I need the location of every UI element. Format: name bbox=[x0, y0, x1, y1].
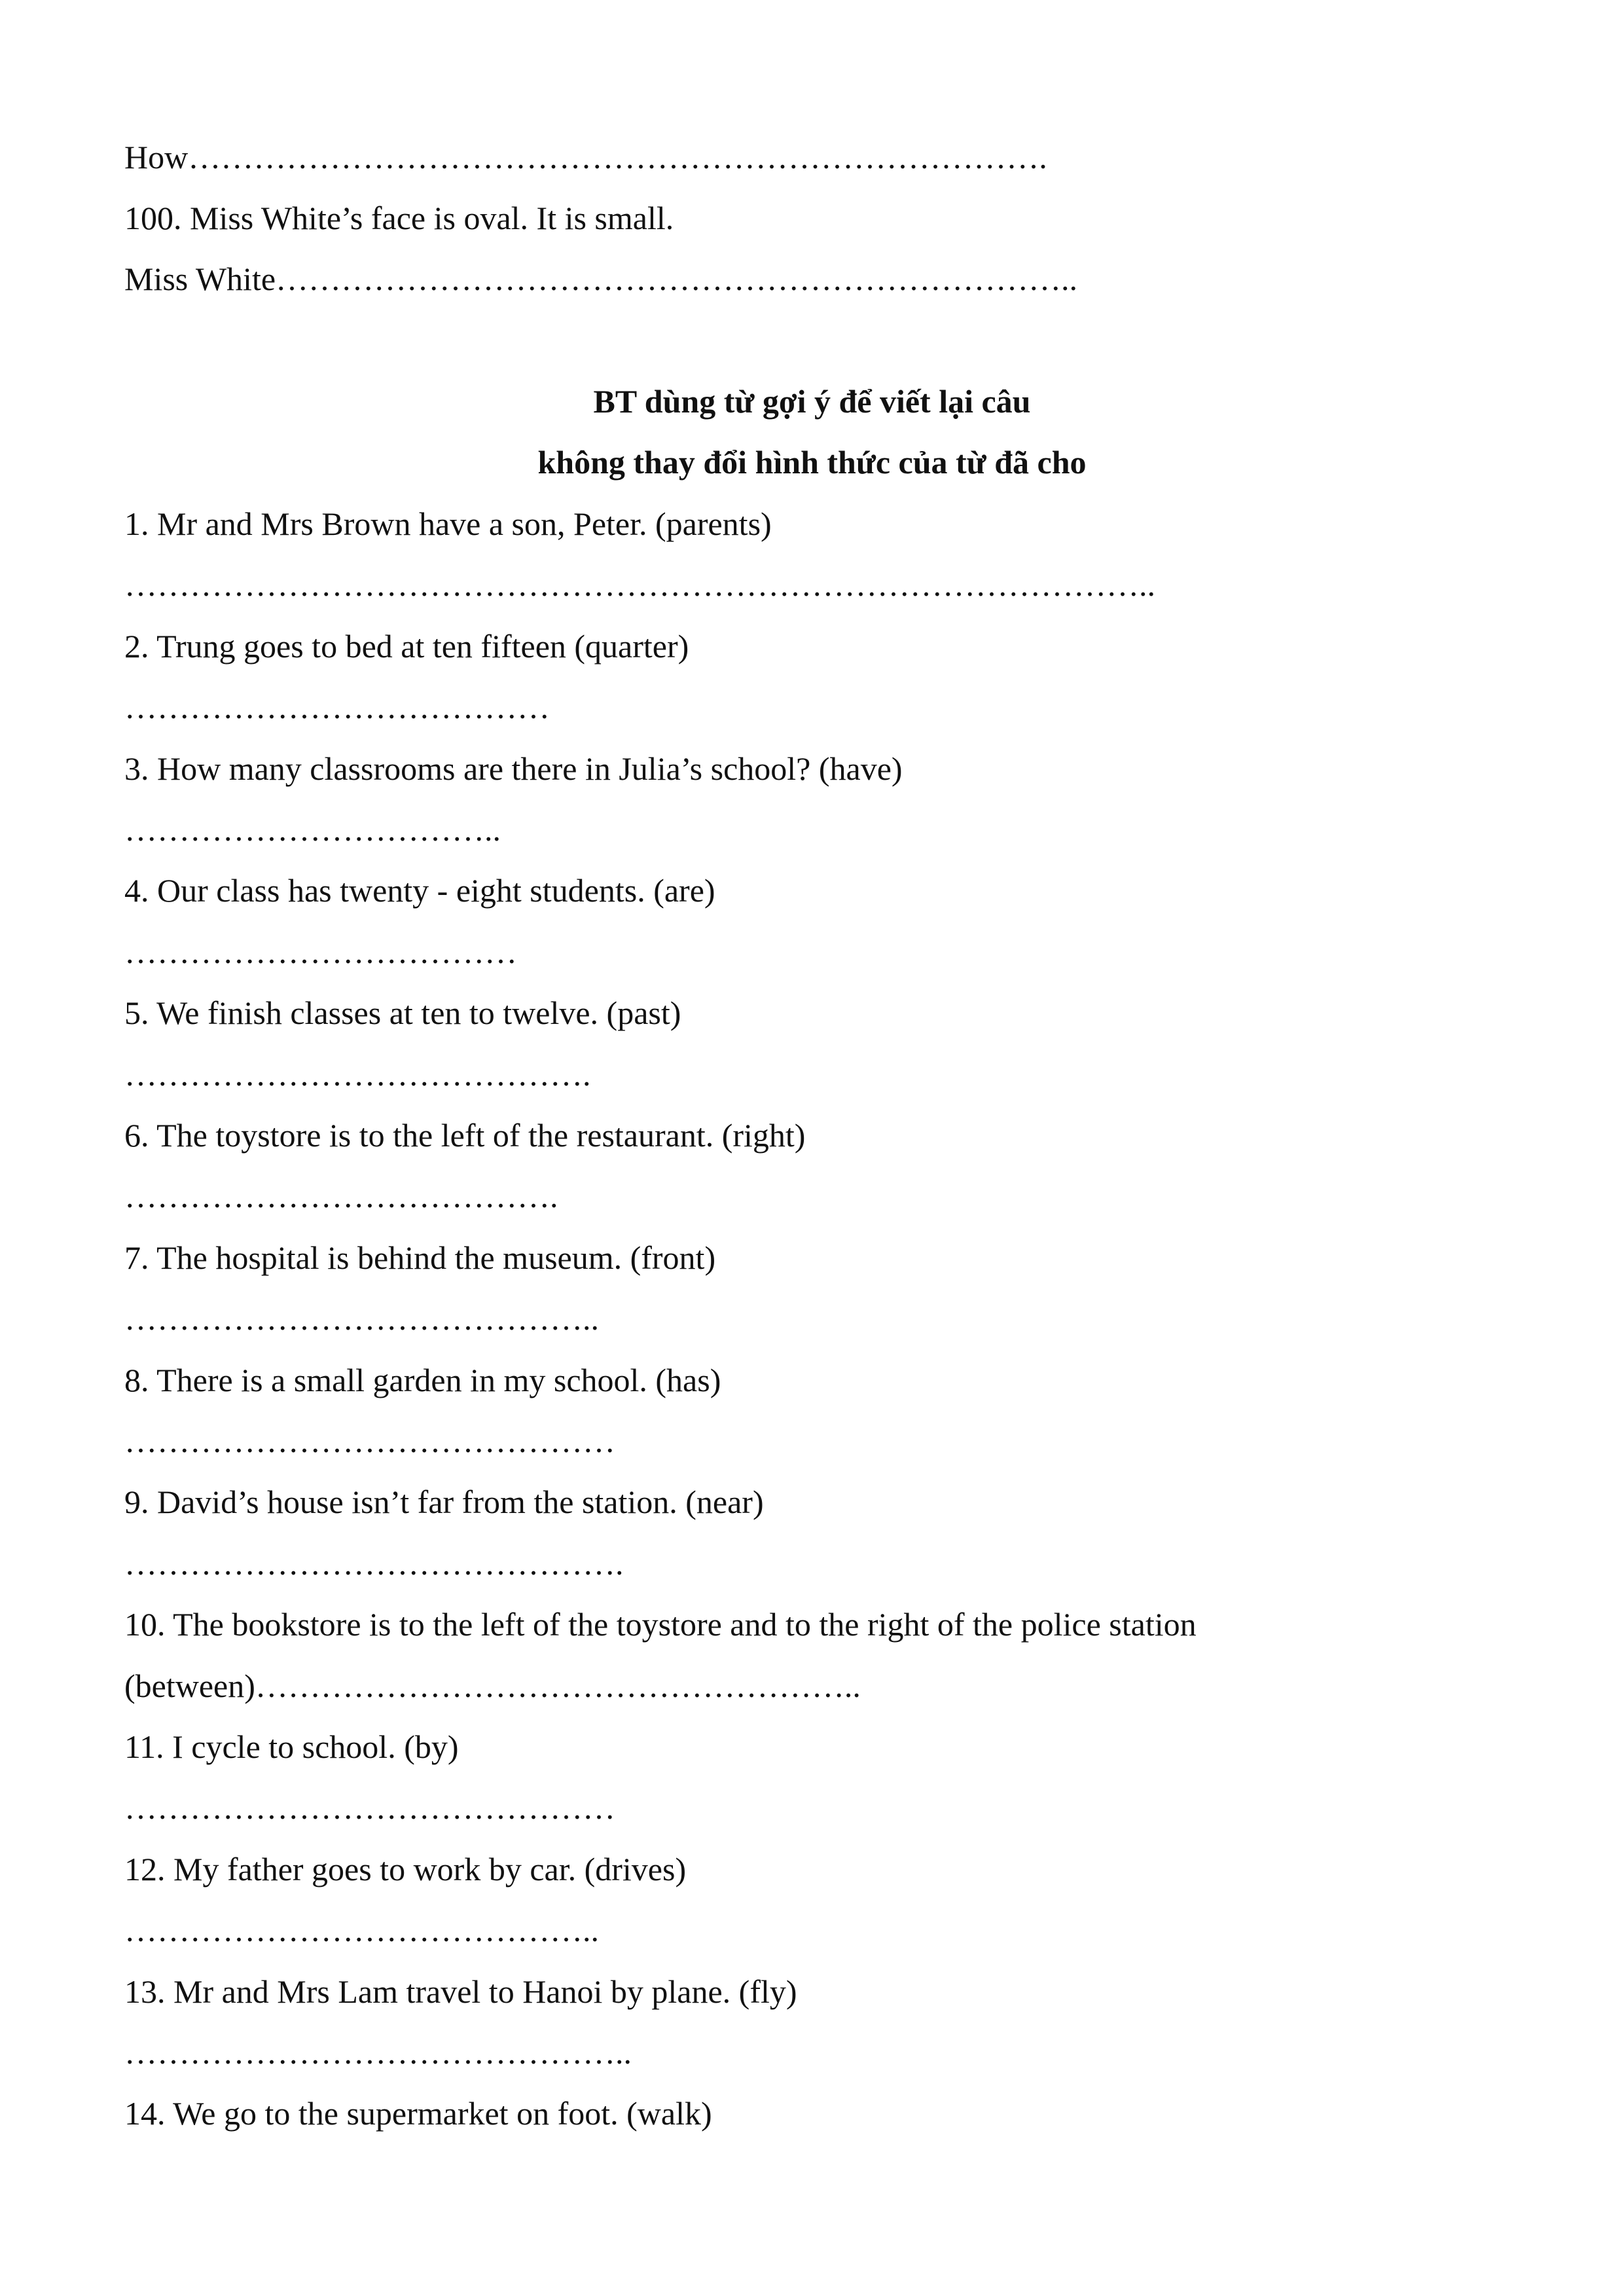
exercise-item-7-answer: …………………………………….. bbox=[124, 1300, 599, 1337]
exercise-item-8-prompt: 8. There is a small garden in my school. (has) bbox=[124, 1362, 721, 1398]
exercise-title-line-2: không thay đổi hình thức của từ đã cho bbox=[537, 444, 1087, 481]
exercise-item-3-answer: …………………………….. bbox=[124, 811, 501, 848]
q99-answer-line: How……………………………………………………………………. bbox=[124, 139, 1047, 175]
exercise-item-11-prompt: 11. I cycle to school. (by) bbox=[124, 1728, 459, 1765]
exercise-item-5-prompt: 5. We finish classes at ten to twelve. (past) bbox=[124, 994, 681, 1031]
exercise-item-10-answer: (between)……………………………………………….. bbox=[124, 1667, 861, 1704]
exercise-item-9-answer: ………………………………………. bbox=[124, 1545, 624, 1582]
exercise-item-7-prompt: 7. The hospital is behind the museum. (front) bbox=[124, 1239, 716, 1276]
exercise-item-12-answer: …………………………………….. bbox=[124, 1912, 599, 1948]
exercise-item-9-prompt: 9. David’s house isn’t far from the station. (near) bbox=[124, 1484, 764, 1520]
exercise-item-1-answer: ………………………………………………………………………………….. bbox=[124, 566, 1155, 603]
exercise-item-12-prompt: 12. My father goes to work by car. (drives) bbox=[124, 1851, 687, 1887]
exercise-item-6-prompt: 6. The toystore is to the left of the restaurant. (right) bbox=[124, 1117, 806, 1154]
exercise-item-4-answer: ……………………………… bbox=[124, 934, 517, 970]
exercise-item-2-prompt: 2. Trung goes to bed at ten fifteen (quarter) bbox=[124, 628, 689, 665]
exercise-item-11-answer: ……………………………………… bbox=[124, 1789, 615, 1826]
exercise-item-3-prompt: 3. How many classrooms are there in Julia’s school? (have) bbox=[124, 750, 903, 787]
exercise-item-13-prompt: 13. Mr and Mrs Lam travel to Hanoi by plane. (fly) bbox=[124, 1973, 797, 2010]
exercise-item-14-prompt: 14. We go to the supermarket on foot. (walk) bbox=[124, 2095, 712, 2132]
exercise-item-6-answer: …………………………………. bbox=[124, 1178, 558, 1214]
exercise-item-10-prompt: 10. The bookstore is to the left of the toystore and to the right of the police station bbox=[124, 1606, 1197, 1643]
q100-prompt: 100. Miss White’s face is oval. It is small. bbox=[124, 200, 674, 236]
exercise-title-line-1: BT dùng từ gợi ý để viết lại câu bbox=[593, 383, 1031, 420]
q100-answer-line: Miss White……………………………………………………………….. bbox=[124, 261, 1078, 297]
exercise-item-5-answer: ……………………………………. bbox=[124, 1056, 591, 1093]
exercise-item-2-answer: ………………………………… bbox=[124, 689, 550, 725]
exercise-item-8-answer: ……………………………………… bbox=[124, 1423, 615, 1459]
exercise-item-1-prompt: 1. Mr and Mrs Brown have a son, Peter. (parents) bbox=[124, 505, 772, 542]
exercise-item-13-answer: ……………………………………….. bbox=[124, 2034, 632, 2071]
exercise-item-4-prompt: 4. Our class has twenty - eight students. (are) bbox=[124, 872, 715, 909]
